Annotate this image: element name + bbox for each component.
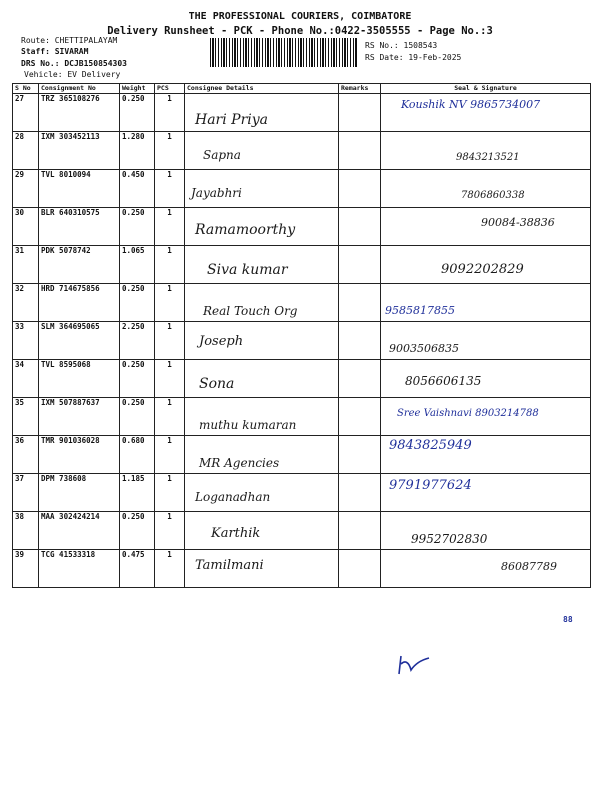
cell-weight: 1.065 bbox=[120, 246, 155, 284]
seal-handwriting: 90084-38836 bbox=[481, 216, 555, 229]
col-header-pcs: PCS bbox=[155, 84, 185, 94]
rs-date: RS Date: 19-Feb-2025 bbox=[365, 53, 462, 62]
cell-consignment: DPM 738608 bbox=[39, 474, 120, 512]
table-row bbox=[13, 284, 591, 322]
company-title: THE PROFESSIONAL COURIERS, COIMBATORE bbox=[188, 11, 412, 22]
table-row bbox=[13, 94, 591, 132]
col-header-remarks: Remarks bbox=[339, 84, 381, 94]
cell-seal bbox=[381, 436, 591, 474]
cell-remarks bbox=[339, 360, 381, 398]
cell-seal bbox=[381, 322, 591, 360]
seal-handwriting: 9003506835 bbox=[389, 342, 459, 355]
table-row bbox=[13, 550, 591, 588]
col-header-consignment: Consignment No bbox=[39, 84, 120, 94]
cell-pcs: 1 bbox=[155, 284, 185, 322]
consignee-handwriting: Tamilmani bbox=[195, 558, 264, 573]
cell-sno: 28 bbox=[13, 132, 39, 170]
cell-pcs: 1 bbox=[155, 436, 185, 474]
cell-sno: 30 bbox=[13, 208, 39, 246]
route-label: Route: CHETTIPALAYAM bbox=[21, 36, 118, 45]
cell-consignment: MAA 302424214 bbox=[39, 512, 120, 550]
table-row bbox=[13, 322, 591, 360]
cell-pcs: 1 bbox=[155, 474, 185, 512]
seal-handwriting: 9092202829 bbox=[441, 262, 524, 277]
vehicle-label: Vehicle: EV Delivery bbox=[24, 70, 121, 79]
cell-seal bbox=[381, 474, 591, 512]
cell-weight: 2.250 bbox=[120, 322, 155, 360]
cell-pcs: 1 bbox=[155, 550, 185, 588]
cell-consignee bbox=[185, 550, 339, 588]
runsheet-subtitle: Delivery Runsheet - PCK - Phone No.:0422-3505555 - Page No.:3 bbox=[107, 25, 493, 37]
cell-seal bbox=[381, 512, 591, 550]
table-row bbox=[13, 512, 591, 550]
consignee-handwriting: Real Touch Org bbox=[203, 304, 298, 318]
cell-pcs: 1 bbox=[155, 94, 185, 132]
cell-consignment: TVL 8595068 bbox=[39, 360, 120, 398]
table-row bbox=[13, 170, 591, 208]
cell-consignee bbox=[185, 208, 339, 246]
cell-consignment: HRD 714675856 bbox=[39, 284, 120, 322]
cell-consignee bbox=[185, 474, 339, 512]
rs-number: RS No.: 1508543 bbox=[365, 41, 438, 50]
cell-sno: 37 bbox=[13, 474, 39, 512]
seal-handwriting: 8056606135 bbox=[405, 374, 482, 388]
cell-remarks bbox=[339, 284, 381, 322]
cell-consignment: TCG 41533318 bbox=[39, 550, 120, 588]
cell-weight: 0.250 bbox=[120, 398, 155, 436]
cell-weight: 0.475 bbox=[120, 550, 155, 588]
consignee-handwriting: Karthik bbox=[211, 526, 261, 541]
cell-pcs: 1 bbox=[155, 512, 185, 550]
signature-scribble bbox=[395, 650, 435, 680]
cell-consignee bbox=[185, 436, 339, 474]
seal-handwriting: 9791977624 bbox=[389, 478, 472, 493]
table-header-row bbox=[13, 84, 591, 94]
seal-handwriting: Sree Vaishnavi 8903214788 bbox=[397, 408, 539, 419]
cell-sno: 39 bbox=[13, 550, 39, 588]
col-header-sno: S No bbox=[13, 84, 39, 94]
seal-handwriting: 9843213521 bbox=[456, 152, 520, 163]
runsheet-table bbox=[12, 83, 591, 588]
cell-weight: 0.250 bbox=[120, 284, 155, 322]
seal-handwriting: 7806860338 bbox=[461, 190, 525, 201]
cell-seal bbox=[381, 170, 591, 208]
cell-consignee bbox=[185, 398, 339, 436]
cell-remarks bbox=[339, 550, 381, 588]
cell-consignment: TRZ 365108276 bbox=[39, 94, 120, 132]
cell-consignment: TVL 8010094 bbox=[39, 170, 120, 208]
cell-weight: 0.250 bbox=[120, 512, 155, 550]
table-row bbox=[13, 474, 591, 512]
table-row bbox=[13, 360, 591, 398]
cell-remarks bbox=[339, 322, 381, 360]
cell-consignment: PDK 5078742 bbox=[39, 246, 120, 284]
col-header-seal: Seal & Signature bbox=[381, 84, 591, 94]
page-count-mark: 88 bbox=[563, 615, 573, 624]
cell-pcs: 1 bbox=[155, 398, 185, 436]
cell-seal bbox=[381, 208, 591, 246]
cell-consignment: BLR 640310575 bbox=[39, 208, 120, 246]
consignee-handwriting: Ramamoorthy bbox=[195, 222, 296, 238]
cell-weight: 0.250 bbox=[120, 360, 155, 398]
col-header-consignee: Consignee Details bbox=[185, 84, 339, 94]
barcode bbox=[210, 38, 358, 67]
cell-weight: 1.185 bbox=[120, 474, 155, 512]
consignee-handwriting: MR Agencies bbox=[199, 456, 280, 470]
cell-pcs: 1 bbox=[155, 246, 185, 284]
cell-pcs: 1 bbox=[155, 170, 185, 208]
consignee-handwriting: Joseph bbox=[199, 334, 244, 349]
cell-pcs: 1 bbox=[155, 360, 185, 398]
cell-weight: 0.250 bbox=[120, 208, 155, 246]
cell-sno: 36 bbox=[13, 436, 39, 474]
table-row bbox=[13, 398, 591, 436]
cell-sno: 33 bbox=[13, 322, 39, 360]
cell-remarks bbox=[339, 474, 381, 512]
cell-remarks bbox=[339, 94, 381, 132]
cell-seal bbox=[381, 398, 591, 436]
cell-seal bbox=[381, 360, 591, 398]
cell-weight: 1.280 bbox=[120, 132, 155, 170]
cell-remarks bbox=[339, 208, 381, 246]
table-row bbox=[13, 246, 591, 284]
cell-seal bbox=[381, 94, 591, 132]
cell-consignment: IXM 303452113 bbox=[39, 132, 120, 170]
cell-pcs: 1 bbox=[155, 132, 185, 170]
cell-pcs: 1 bbox=[155, 322, 185, 360]
cell-consignment: IXM 507887637 bbox=[39, 398, 120, 436]
seal-handwriting: Koushik NV 9865734007 bbox=[401, 98, 541, 111]
cell-sno: 35 bbox=[13, 398, 39, 436]
table-row bbox=[13, 132, 591, 170]
consignee-handwriting: Sapna bbox=[203, 148, 241, 162]
cell-sno: 31 bbox=[13, 246, 39, 284]
cell-consignee bbox=[185, 94, 339, 132]
cell-remarks bbox=[339, 132, 381, 170]
cell-consignee bbox=[185, 284, 339, 322]
cell-consignee bbox=[185, 246, 339, 284]
consignee-handwriting: Sona bbox=[199, 376, 235, 392]
cell-weight: 0.250 bbox=[120, 94, 155, 132]
cell-seal bbox=[381, 132, 591, 170]
cell-remarks bbox=[339, 512, 381, 550]
cell-sno: 32 bbox=[13, 284, 39, 322]
cell-weight: 0.450 bbox=[120, 170, 155, 208]
drs-number: DRS No.: DCJB150854303 bbox=[21, 59, 127, 68]
seal-handwriting: 86087789 bbox=[501, 560, 557, 573]
cell-consignee bbox=[185, 170, 339, 208]
cell-remarks bbox=[339, 436, 381, 474]
cell-pcs: 1 bbox=[155, 208, 185, 246]
seal-handwriting: 9952702830 bbox=[411, 532, 488, 546]
cell-seal bbox=[381, 284, 591, 322]
cell-consignee bbox=[185, 322, 339, 360]
table-row bbox=[13, 208, 591, 246]
cell-consignment: TMR 901036028 bbox=[39, 436, 120, 474]
cell-consignee bbox=[185, 360, 339, 398]
consignee-handwriting: Loganadhan bbox=[195, 490, 271, 504]
cell-consignment: SLM 364695065 bbox=[39, 322, 120, 360]
cell-remarks bbox=[339, 170, 381, 208]
cell-sno: 38 bbox=[13, 512, 39, 550]
cell-seal bbox=[381, 246, 591, 284]
cell-consignee bbox=[185, 132, 339, 170]
consignee-handwriting: muthu kumaran bbox=[199, 418, 297, 432]
cell-remarks bbox=[339, 398, 381, 436]
staff-label: Staff: SIVARAM bbox=[21, 47, 89, 56]
seal-handwriting: 9585817855 bbox=[385, 304, 455, 317]
cell-seal bbox=[381, 550, 591, 588]
consignee-handwriting: Jayabhri bbox=[191, 186, 242, 200]
consignee-handwriting: Hari Priya bbox=[195, 112, 269, 128]
seal-handwriting: 9843825949 bbox=[389, 438, 472, 453]
col-header-weight: Weight bbox=[120, 84, 155, 94]
table-row bbox=[13, 436, 591, 474]
cell-remarks bbox=[339, 246, 381, 284]
cell-sno: 29 bbox=[13, 170, 39, 208]
cell-consignee bbox=[185, 512, 339, 550]
cell-sno: 27 bbox=[13, 94, 39, 132]
cell-sno: 34 bbox=[13, 360, 39, 398]
cell-weight: 0.680 bbox=[120, 436, 155, 474]
consignee-handwriting: Siva kumar bbox=[207, 262, 288, 278]
